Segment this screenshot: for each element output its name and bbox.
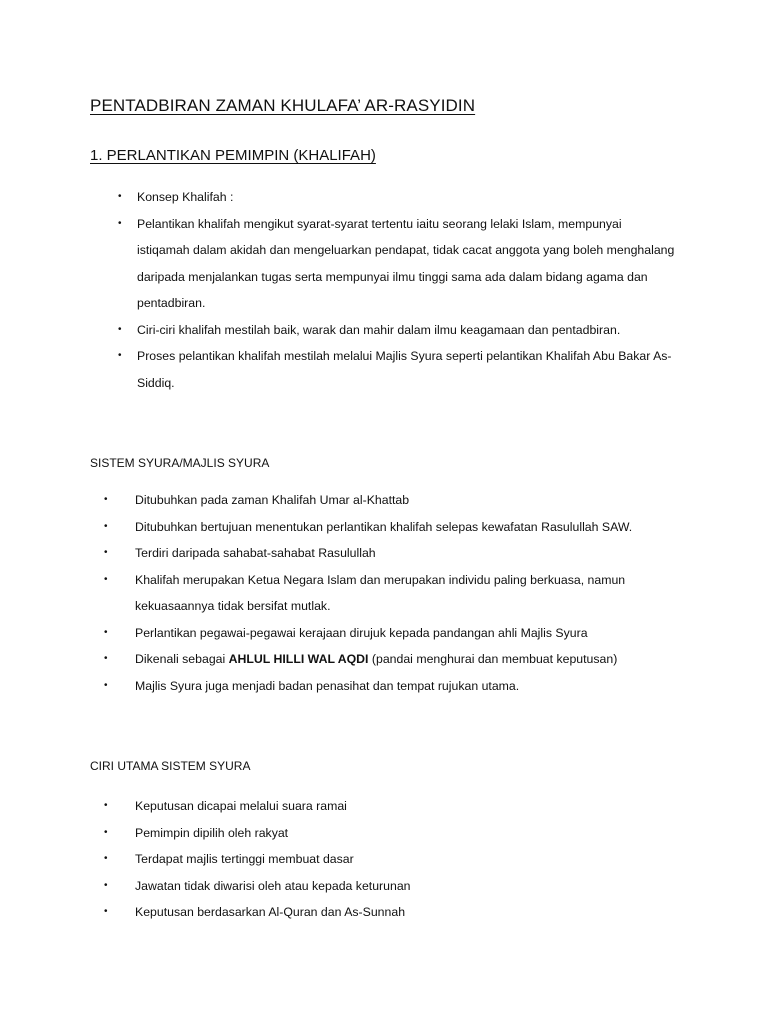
list-item-text: Jawatan tidak diwarisi oleh atau kepada keturunan <box>135 878 411 893</box>
section-heading-perlantikan: 1. PERLANTIKAN PEMIMPIN (KHALIFAH) <box>90 147 376 164</box>
list-item <box>0 211 768 317</box>
bullet-icon: • <box>104 653 108 664</box>
bullet-icon: • <box>118 350 122 361</box>
list-item-text: Proses pelantikan khalifah mestilah melalui Majlis Syura seperti pelantikan Khalifah Abu Bakar As-Siddiq. <box>137 349 672 390</box>
list-item-text: Khalifah merupakan Ketua Negara Islam dan merupakan individu paling berkuasa, namun kekuasaannya tidak bersifat mutlak. <box>135 572 626 613</box>
bullet-icon: • <box>104 494 108 505</box>
list-item-text: Ditubuhkan bertujuan menentukan perlantikan khalifah selepas kewafatan Rasulullah SAW. <box>135 519 633 534</box>
list-item-text-prefix: Dikenali sebagai <box>135 652 229 666</box>
list-item <box>0 820 768 847</box>
list-item <box>0 620 768 647</box>
list-item <box>0 514 768 541</box>
list-item-text: Ciri-ciri khalifah mestilah baik, warak dan mahir dalam ilmu keagamaan dan pentadbiran. <box>137 322 621 337</box>
list-item <box>0 793 768 820</box>
list-item <box>0 343 768 396</box>
bullet-icon: • <box>104 520 108 532</box>
list-item-text: Konsep Khalifah : <box>137 190 234 204</box>
bullet-icon: • <box>104 853 108 864</box>
list-item <box>0 673 768 700</box>
section-heading-sistem-syura: SISTEM SYURA/MAJLIS SYURA <box>90 456 270 470</box>
list-item-text: Perlantikan pegawai-pegawai kerajaan dirujuk kepada pandangan ahli Majlis Syura <box>135 625 588 640</box>
bullet-icon: • <box>104 573 108 585</box>
list-item-text: Pelantikan khalifah mengikut syarat-syarat tertentu iaitu seorang lelaki Islam, mempunyai istiqamah dalam akidah dan mengeluarkan pendapat, tidak cacat anggota yang boleh menghalang daripada menjalankan tugas serta mempunyai ilmu tinggi sama ada dalam bidang agama dan pentadbiran. <box>137 216 675 310</box>
bullet-icon: • <box>104 826 108 838</box>
bullet-icon: • <box>104 547 108 558</box>
ahlul-hilli-wal-aqdi-term: AHLUL HILLI WAL AQDI <box>228 652 369 666</box>
bullet-icon: • <box>104 879 108 891</box>
list-item-text: Pemimpin dipilih oleh rakyat <box>135 825 289 840</box>
list-item <box>0 487 768 514</box>
list-item-text: Ditubuhkan pada zaman Khalifah Umar al-Khattab <box>135 493 410 507</box>
list-item <box>0 846 768 873</box>
sistem-syura-list <box>0 487 768 699</box>
bullet-icon: • <box>104 906 108 917</box>
list-item <box>0 540 768 567</box>
bullet-icon: • <box>118 323 122 335</box>
list-item-text: Terdapat majlis tertinggi membuat dasar <box>135 852 354 866</box>
list-item-text: Terdiri daripada sahabat-sahabat Rasulullah <box>135 546 376 560</box>
list-item <box>0 184 768 211</box>
list-item <box>0 567 768 620</box>
list-item-text: Keputusan berdasarkan Al-Quran dan As-Sunnah <box>135 905 406 919</box>
section-heading-ciri-utama: CIRI UTAMA SISTEM SYURA <box>90 759 251 773</box>
document-title: PENTADBIRAN ZAMAN KHULAFA’ AR-RASYIDIN <box>90 96 476 115</box>
bullet-icon: • <box>118 191 122 202</box>
bullet-icon: • <box>104 800 108 811</box>
ciri-utama-list <box>0 793 768 926</box>
list-item-text-suffix: (pandai menghurai dan membuat keputusan) <box>368 652 618 666</box>
list-item-text: Keputusan dicapai melalui suara ramai <box>135 799 347 813</box>
list-item-text <box>135 646 695 673</box>
bullet-icon: • <box>104 626 108 638</box>
list-item <box>0 899 768 926</box>
perlantikan-list <box>0 184 768 396</box>
list-item <box>0 646 768 673</box>
list-item <box>0 873 768 900</box>
list-item <box>0 317 768 344</box>
bullet-icon: • <box>104 679 108 691</box>
list-item-text: Majlis Syura juga menjadi badan penasihat dan tempat rujukan utama. <box>135 678 520 693</box>
bullet-icon: • <box>118 217 122 229</box>
